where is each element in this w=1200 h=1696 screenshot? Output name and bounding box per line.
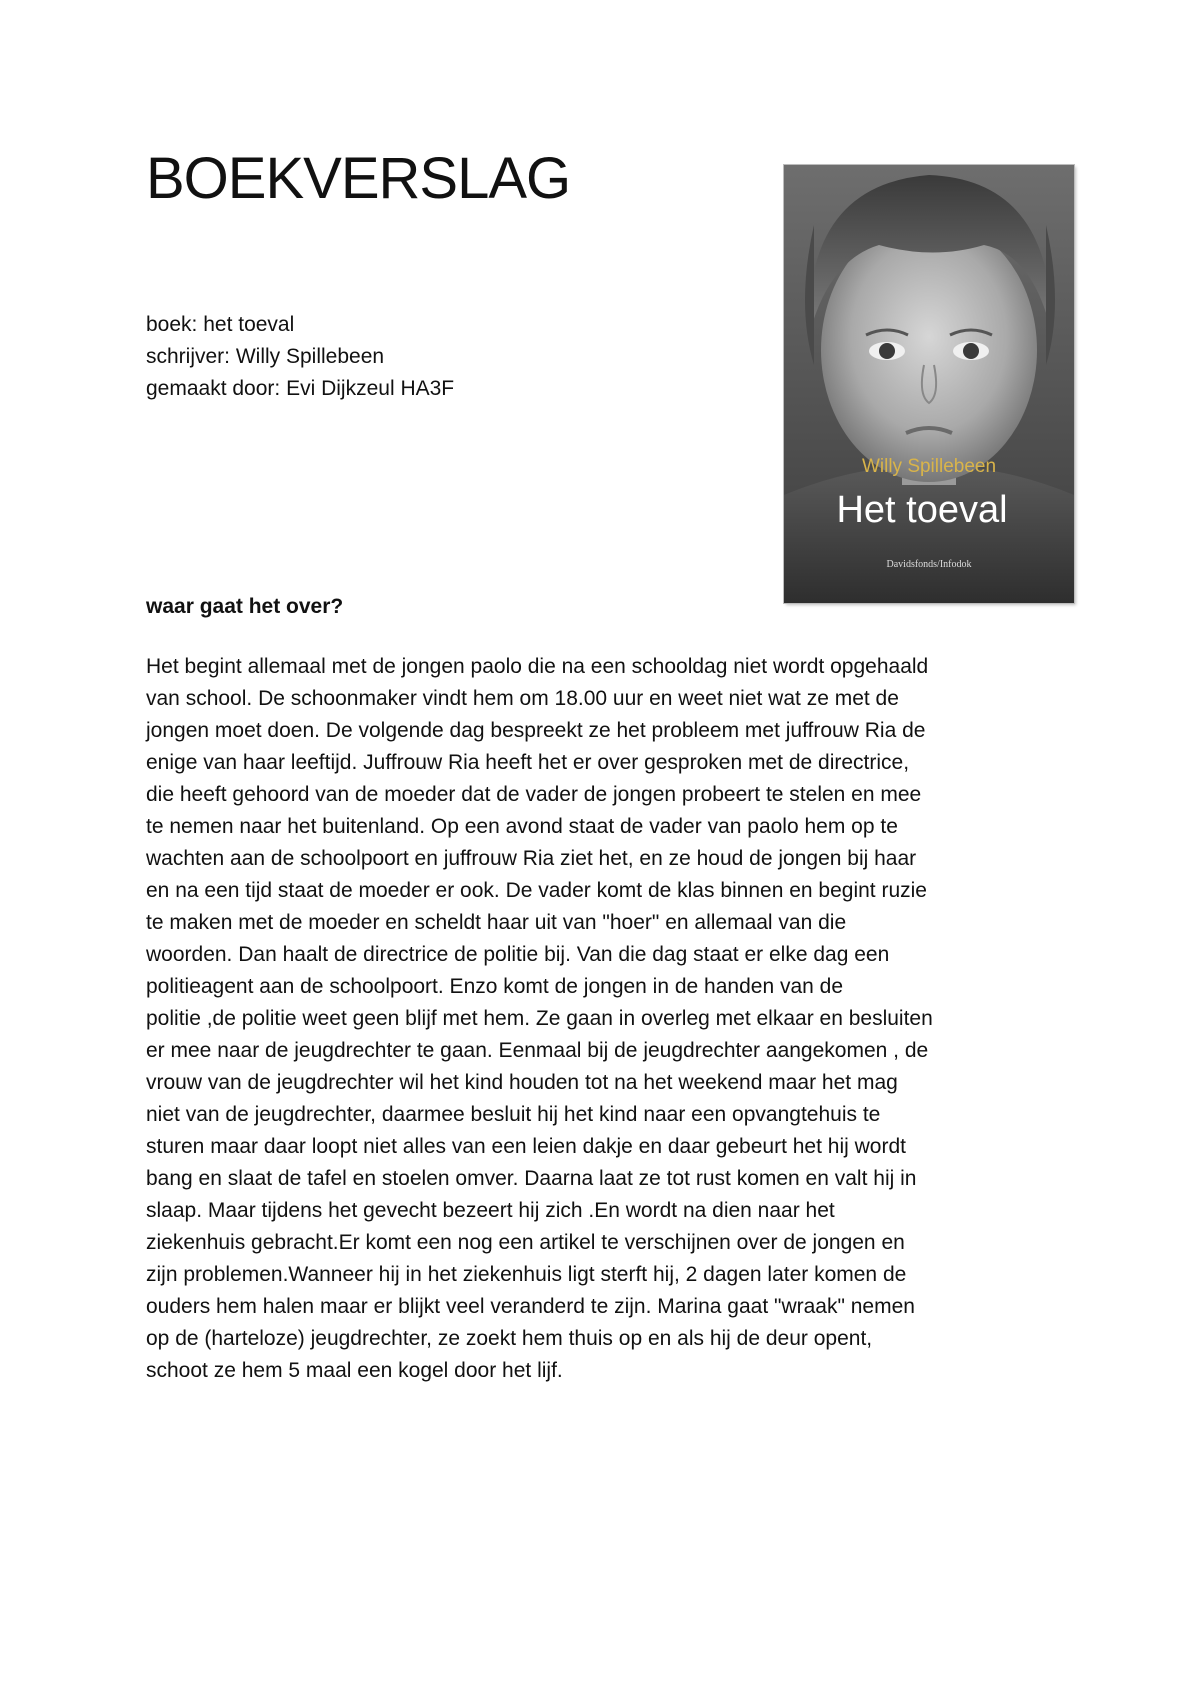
summary-line: wachten aan de schoolpoort en juffrouw Ria ziet het, en ze houd de jongen bij haar <box>146 847 917 870</box>
summary-line: die heeft gehoord van de moeder dat de vader de jongen probeert te stelen en mee <box>146 783 922 806</box>
summary-line: te nemen naar het buitenland. Op een avond staat de vader van paolo hem op te <box>146 815 898 838</box>
summary-line: schoot ze hem 5 maal een kogel door het lijf. <box>146 1359 563 1382</box>
cover-publisher: Davidsfonds/Infodok <box>886 559 972 570</box>
summary-line: Het begint allemaal met de jongen paolo die na een schooldag niet wordt opgehaald <box>146 655 929 678</box>
summary-line: er mee naar de jeugdrechter te gaan. Eenmaal bij de jeugdrechter aangekomen , de <box>146 1039 929 1062</box>
section-heading: waar gaat het over? <box>146 595 344 618</box>
author-line: schrijver: Willy Spillebeen <box>146 345 385 368</box>
summary-line: politie ,de politie weet geen blijf met hem. Ze gaan in overleg met elkaar en besluiten <box>146 1007 933 1030</box>
summary-line: en na een tijd staat de moeder er ook. De vader komt de klas binnen en begint ruzie <box>146 879 927 902</box>
summary-line: op de (harteloze) jeugdrechter, ze zoekt hem thuis op en als hij de deur opent, <box>146 1327 873 1350</box>
book-cover-image <box>784 165 1074 603</box>
summary-line: zijn problemen.Wanneer hij in het ziekenhuis ligt sterft hij, 2 dagen later komen de <box>146 1263 907 1286</box>
summary-line: ouders hem halen maar er blijkt veel veranderd te zijn. Marina gaat "wraak" nemen <box>146 1295 915 1318</box>
book-meta <box>146 309 454 405</box>
document-title: BOEKVERSLAG <box>146 146 571 211</box>
summary-line: bang en slaat de tafel en stoelen omver. Daarna laat ze tot rust komen en valt hij in <box>146 1167 917 1190</box>
summary-text <box>146 651 1076 1387</box>
made-by-line: gemaakt door: Evi Dijkzeul HA3F <box>146 377 455 400</box>
book-line: boek: het toeval <box>146 313 295 336</box>
summary-line: jongen moet doen. De volgende dag bespreekt ze het probleem met juffrouw Ria de <box>146 719 926 742</box>
summary-line: van school. De schoonmaker vindt hem om 18.00 uur en weet niet wat ze met de <box>146 687 899 710</box>
summary-line: niet van de jeugdrechter, daarmee besluit hij het kind naar een opvangtehuis te <box>146 1103 881 1126</box>
summary-line: woorden. Dan haalt de directrice de politie bij. Van die dag staat er elke dag een <box>146 943 890 966</box>
cover-title: Het toeval <box>836 489 1008 531</box>
summary-line: sturen maar daar loopt niet alles van een leien dakje en daar gebeurt het hij wordt <box>146 1135 906 1158</box>
summary-line: ziekenhuis gebracht.Er komt een nog een artikel te verschijnen over de jongen en <box>146 1231 905 1254</box>
summary-line: te maken met de moeder en scheldt haar uit van "hoer" en allemaal van die <box>146 911 847 934</box>
summary-line: politieagent aan de schoolpoort. Enzo komt de jongen in de handen van de <box>146 975 844 998</box>
summary-line: slaap. Maar tijdens het gevecht bezeert hij zich .En wordt na dien naar het <box>146 1199 835 1222</box>
summary-line: vrouw van de jeugdrechter wil het kind houden tot na het weekend maar het mag <box>146 1071 898 1094</box>
cover-author: Willy Spillebeen <box>861 456 997 477</box>
summary-line: enige van haar leeftijd. Juffrouw Ria heeft het er over gesproken met de directrice, <box>146 751 910 774</box>
